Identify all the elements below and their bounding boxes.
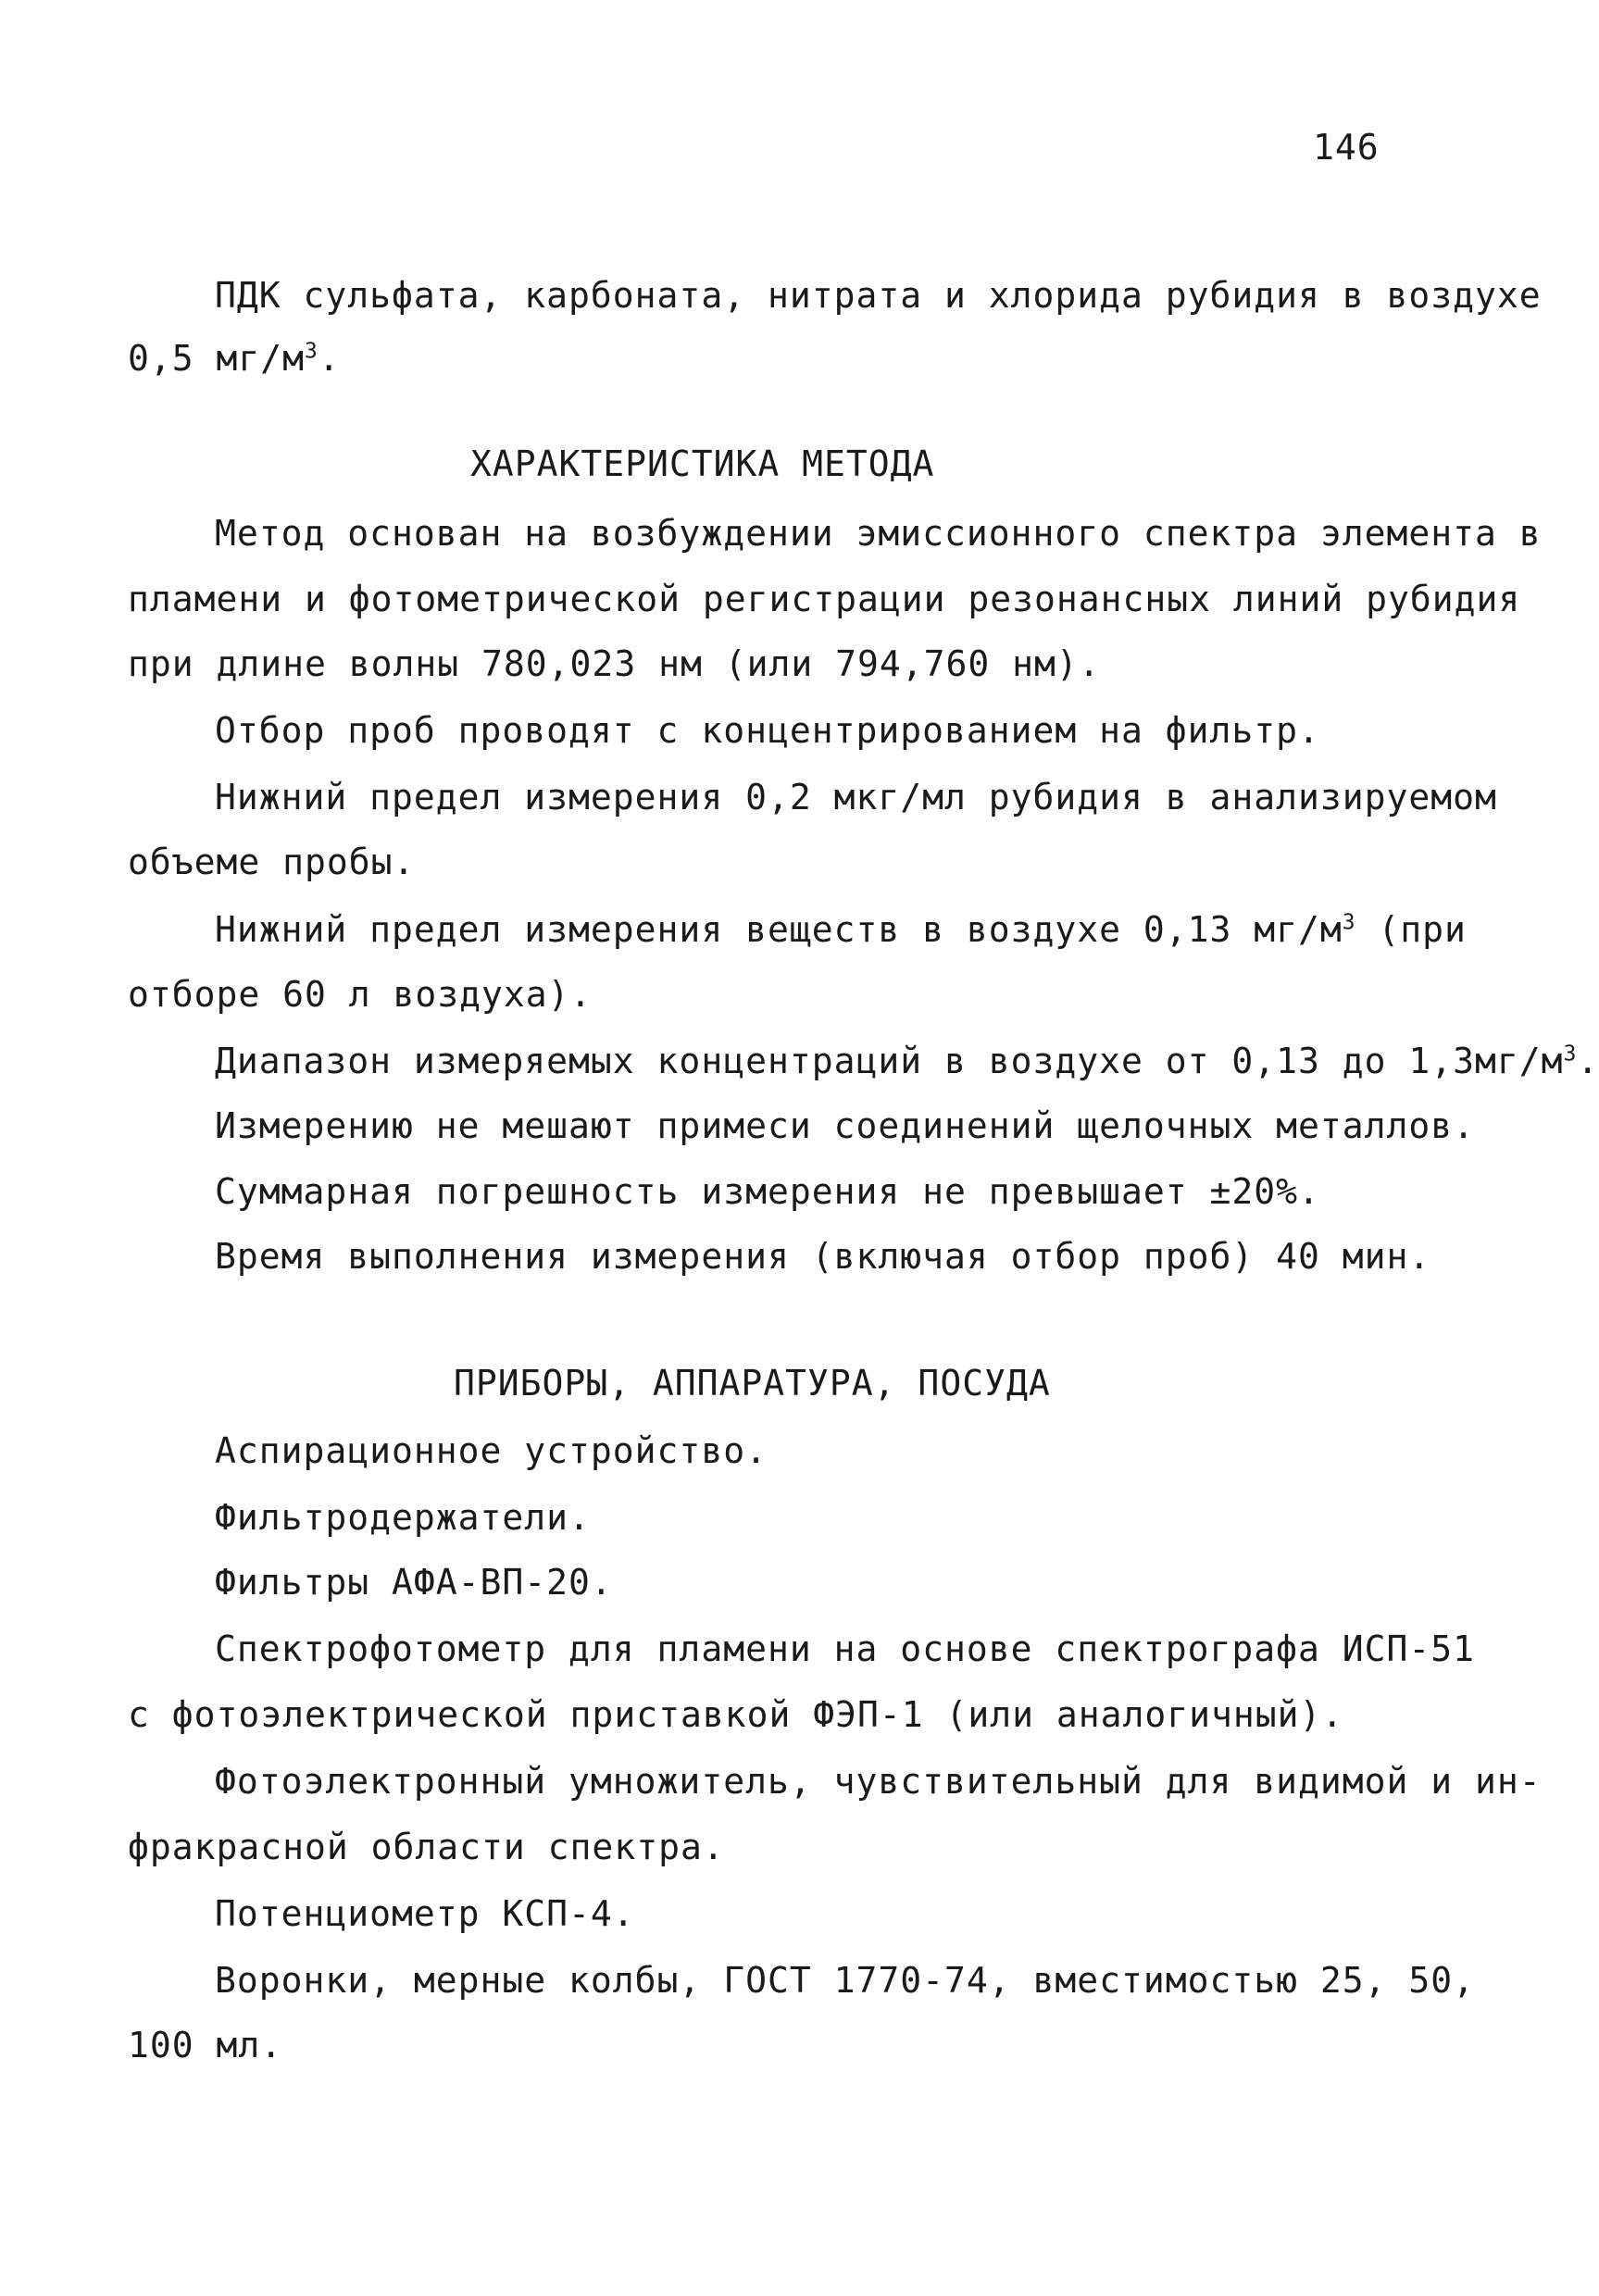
equipment-heading: ПРИБОРЫ, АППАРАТУРА, ПОСУДА [454,1363,1051,1404]
intro-exponent: 3 [305,339,319,364]
equipment-item-3: Фильтры АФА-ВП-20. [215,1562,613,1603]
equipment-item-4-line1: Спектрофотометр для пламени на основе спектрографа ИСП-51 [215,1628,1476,1669]
method-p4-line1 [215,909,1467,950]
intro-value: 0,5 мг/м [128,338,306,379]
method-p5-exponent: 3 [1563,1042,1578,1067]
method-p4-text-b: (при [1355,909,1467,950]
method-p1-line3: при длине волны 780,023 нм (или 794,760 нм). [128,643,1101,684]
method-p4-line2: отборе 60 л воздуха). [128,974,593,1015]
method-p8: Время выполнения измерения (включая отбор проб) 40 мин. [215,1236,1431,1277]
equipment-item-5-line1: Фотоэлектронный умножитель, чувствительный для видимой и ин- [215,1761,1542,1802]
intro-line-1: ПДК сульфата, карбоната, нитрата и хлорида рубидия в воздухе [215,275,1542,316]
method-p5-text-b: . [1577,1041,1599,1081]
equipment-item-5-line2: фракрасной области спектра. [128,1827,725,1867]
method-p5-text-a: Диапазон измеряемых концентраций в воздухе от 0,13 до 1,3мг/м [215,1041,1564,1081]
method-p4-exponent: 3 [1342,910,1356,935]
equipment-item-1: Аспирационное устройство. [215,1430,768,1471]
equipment-item-7-line1: Воронки, мерные колбы, ГОСТ 1770-74, вместимостью 25, 50, [215,1960,1476,2001]
equipment-item-2: Фильтродержатели. [215,1497,591,1538]
equipment-item-7-line2: 100 мл. [128,2025,283,2065]
page-number: 146 [1313,127,1380,168]
method-heading: ХАРАКТЕРИСТИКА МЕТОДА [470,443,935,484]
method-p4-text-a: Нижний предел измерения веществ в воздухе 0,13 мг/м [215,909,1343,950]
intro-line-2 [128,338,341,379]
method-p1-line2: пламени и фотометрической регистрации резонансных линий рубидия [128,579,1521,619]
intro-end: . [318,338,341,379]
method-p3-line1: Нижний предел измерения 0,2 мкг/мл рубидия в анализируемом [215,777,1497,817]
method-p1-line1: Метод основан на возбуждении эмиссионного спектра элемента в [215,513,1542,554]
method-p7: Суммарная погрешность измерения не превышает ±20%. [215,1171,1320,1212]
method-p5 [215,1043,1599,1079]
equipment-item-6: Потенциометр КСП-4. [215,1893,635,1934]
method-p3-line2: объеме пробы. [128,842,416,882]
method-p6: Измерению не мешают примеси соединений щелочных металлов. [215,1105,1476,1146]
equipment-item-4-line2: с фотоэлектрической приставкой ФЭП-1 (или аналогичный). [128,1694,1344,1735]
method-p2: Отбор проб проводят с концентрированием на фильтр. [215,710,1320,751]
